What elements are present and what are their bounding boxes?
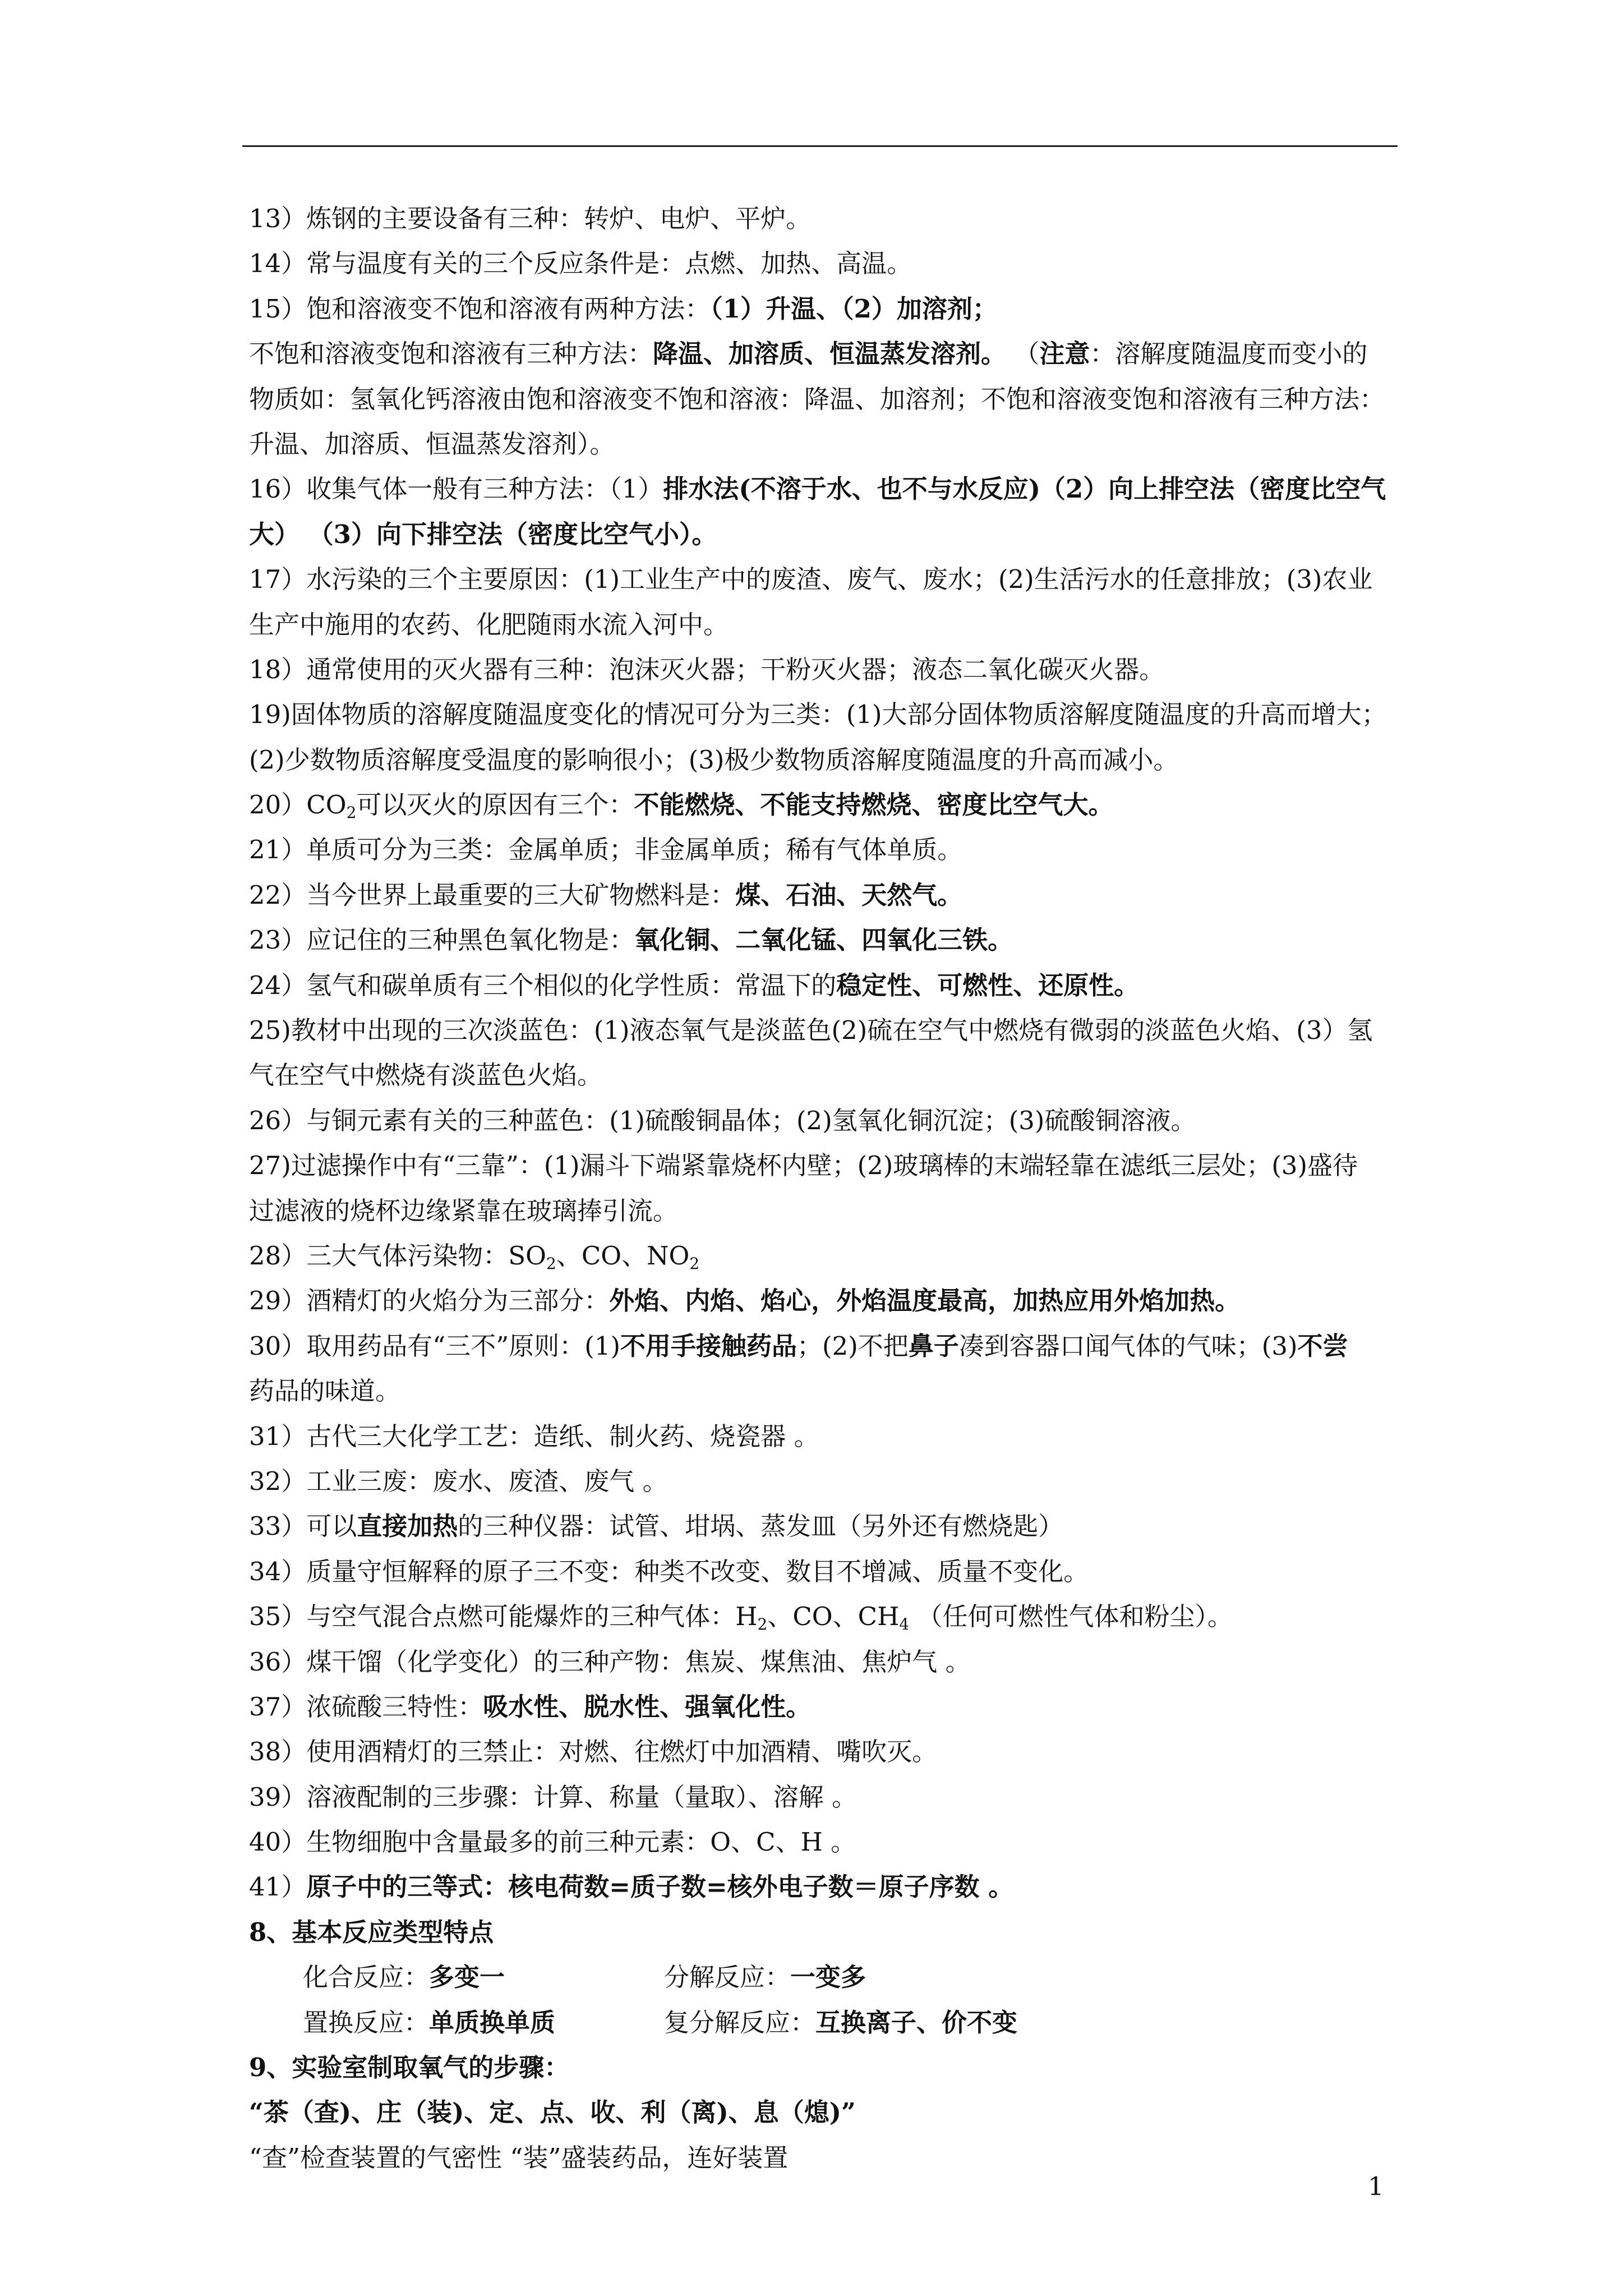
bold-text: 不用手接触药品 [620, 1331, 797, 1361]
reaction-value: 单质换单质 [429, 2007, 556, 2037]
subscript: 2 [546, 1254, 556, 1273]
item-41 [249, 1865, 1539, 1910]
item-23 [249, 918, 1539, 963]
step-description [249, 2136, 1539, 2180]
bold-text: 大） （3）向下排空法（密度比空气小）。 [249, 519, 717, 549]
item-39 [249, 1775, 1539, 1820]
item-text: ：溶解度随温度而变小的 [1090, 339, 1368, 369]
item-text: 不饱和溶液变饱和溶液有三种方法： [249, 339, 653, 369]
item-text: 13）炼钢的主要设备有三种：转炉、电炉、平炉。 [249, 204, 811, 233]
bold-text: 排水法(不溶于水、也不与水反应)（2）向上排空法（密度比空气 [663, 474, 1386, 504]
mnemonic-text: “茶（查)、庄（装)、定、点、收、利（离)、息（熄)” [249, 2097, 856, 2128]
item-text: 16）收集气体一般有三种方法：（1） [249, 474, 663, 504]
item-text: 28）三大气体污染物：SO [249, 1240, 546, 1271]
item-15-cont [249, 332, 1539, 376]
item-34 [249, 1549, 1539, 1594]
item-text: 15）饱和溶液变不饱和溶液有两种方法： [249, 293, 711, 324]
item-text: 34）质量守恒解释的原子三不变：种类不改变、数目不增减、质量不变化。 [249, 1556, 1089, 1586]
bold-text: 稳定性、可燃性、还原性。 [836, 970, 1140, 1000]
item-text: 药品的味道。 [249, 1376, 401, 1406]
bold-text: 鼻子 [908, 1331, 959, 1361]
item-text: 37）浓硫酸三特性： [249, 1691, 483, 1722]
item-text: “查”检查装置的气密性 “装”盛装药品，连好装置 [249, 2142, 789, 2173]
item-text: 凑到容器口闻气体的气味；(3) [958, 1331, 1298, 1361]
item-20 [249, 783, 1539, 827]
reaction-label: 复分解反应： [664, 2007, 816, 2037]
reaction-row [249, 1955, 1539, 2000]
reaction-label: 置换反应： [303, 2007, 430, 2037]
item-30 [249, 1324, 1539, 1369]
item-30-cont [249, 1369, 1539, 1414]
bold-text: 氧化铜、二氧化锰、四氧化三铁。 [634, 925, 1013, 955]
bold-text: 不能燃烧、不能支持燃烧、密度比空气大。 [634, 790, 1114, 820]
item-18 [249, 647, 1539, 692]
item-38 [249, 1729, 1539, 1774]
item-13 [249, 196, 1539, 241]
item-text: 40）生物细胞中含量最多的前三种元素：O、C、H 。 [249, 1827, 856, 1857]
bold-text: （1）升温、（2）加溶剂； [710, 293, 998, 324]
item-text: 的三种仪器：试管、坩埚、蒸发皿（另外还有燃烧匙） [458, 1511, 1064, 1542]
item-text: 23）应记住的三种黑色氧化物是： [249, 925, 635, 955]
item-17-cont [249, 602, 1539, 647]
item-text: 29）酒精灯的火焰分为三部分： [249, 1286, 610, 1316]
item-text: 27)过滤操作中有“三靠”：(1)漏斗下端紧靠烧杯内壁；(2)玻璃棒的末端轻靠在滤纸三层处；(3)盛待 [249, 1151, 1358, 1181]
item-text: 19)固体物质的溶解度随温度变化的情况可分为三类：(1)大部分固体物质溶解度随温度的升高而增大； [249, 700, 1387, 730]
item-35 [249, 1594, 1539, 1639]
mnemonic-line [249, 2090, 1539, 2135]
item-24 [249, 963, 1539, 1008]
item-text: 18）通常使用的灭火器有三种：泡沫灭火器；干粉灭火器；液态二氧化碳灭火器。 [249, 654, 1165, 684]
item-14 [249, 241, 1539, 286]
item-text: 物质如：氢氧化钙溶液由饱和溶液变不饱和溶液：降温、加溶剂；不饱和溶液变饱和溶液有三种方法： [249, 384, 1385, 414]
page-content [249, 196, 1539, 2180]
reaction-value: 一变多 [790, 1962, 866, 1993]
item-21 [249, 827, 1539, 872]
item-15-cont [249, 377, 1539, 422]
item-text: 气在空气中燃烧有淡蓝色火焰。 [249, 1060, 603, 1091]
item-text: 、CO、NO [556, 1240, 690, 1271]
bold-text: 注意 [1039, 339, 1090, 369]
item-text: 35）与空气混合点燃可能爆炸的三种气体：H [249, 1602, 758, 1632]
reaction-label: 分解反应： [664, 1962, 791, 1993]
item-33 [249, 1504, 1539, 1549]
item-29 [249, 1278, 1539, 1323]
item-27 [249, 1143, 1539, 1188]
item-text: 21）单质可分为三类：金属单质；非金属单质；稀有气体单质。 [249, 835, 963, 865]
item-15-cont [249, 422, 1539, 467]
item-text: 31）古代三大化学工艺：造纸、制火药、烧瓷器 。 [249, 1421, 819, 1451]
item-17 [249, 557, 1539, 602]
reaction-row [249, 2000, 1539, 2045]
item-22 [249, 873, 1539, 918]
item-text: 生产中施用的农药、化肥随雨水流入河中。 [249, 609, 729, 639]
item-28 [249, 1234, 1539, 1278]
section-heading-9 [249, 2045, 1539, 2090]
reaction-value: 互换离子、价不变 [815, 2007, 1018, 2037]
item-16 [249, 467, 1539, 512]
item-25 [249, 1008, 1539, 1053]
bold-text: 直接加热 [357, 1511, 458, 1542]
item-text: (2)少数物质溶解度受温度的影响很小；(3)极少数物质溶解度随温度的升高而减小。 [249, 744, 1179, 775]
bold-text: 原子中的三等式：核电荷数=质子数=核外电子数＝原子序数 。 [306, 1872, 1014, 1902]
item-text: 30）取用药品有“三不”原则：(1) [249, 1331, 621, 1361]
item-text: 25)教材中出现的三次淡蓝色：(1)液态氧气是淡蓝色(2)硫在空气中燃烧有微弱的淡蓝色火焰、(3）氢 [249, 1015, 1373, 1046]
item-text: 38）使用酒精灯的三禁止：对燃、往燃灯中加酒精、嘴吹灭。 [249, 1737, 938, 1767]
bold-text: 外焰、内焰、焰心，外焰温度最高，加热应用外焰加热。 [609, 1286, 1241, 1316]
subscript: 2 [689, 1254, 700, 1273]
item-40 [249, 1820, 1539, 1865]
item-text: 过滤液的烧杯边缘紧靠在玻璃捧引流。 [249, 1195, 679, 1226]
item-text: 24）氢气和碳单质有三个相似的化学性质：常温下的 [249, 970, 837, 1000]
item-25-cont [249, 1053, 1539, 1098]
item-text: 33）可以 [249, 1511, 357, 1542]
reaction-value: 多变一 [429, 1962, 505, 1993]
item-text: 20）CO [249, 790, 347, 820]
item-text: 升温、加溶质、恒温蒸发溶剂）。 [249, 429, 615, 459]
item-text: （ [1006, 339, 1040, 369]
subscript: 2 [346, 803, 357, 822]
item-15 [249, 287, 1539, 332]
item-32 [249, 1459, 1539, 1504]
item-text: 14）常与温度有关的三个反应条件是：点燃、加热、高温。 [249, 249, 912, 279]
item-text: 32）工业三废：废水、废渣、废气 。 [249, 1466, 668, 1496]
item-text: 17）水污染的三个主要原因：(1)工业生产中的废渣、废气、废水；(2)生活污水的任意排放；(3)农业 [249, 564, 1373, 595]
heading-text: 8、基本反应类型特点 [249, 1917, 494, 1947]
item-text: 可以灭火的原因有三个： [356, 790, 634, 820]
bold-text: 不尝 [1297, 1331, 1348, 1361]
section-heading-8 [249, 1910, 1539, 1955]
item-text: ；(2)不把 [797, 1331, 909, 1361]
item-26 [249, 1098, 1539, 1143]
item-text: 36）煤干馏（化学变化）的三种产物：焦炭、煤焦油、焦炉气 。 [249, 1646, 971, 1677]
item-text: 41） [249, 1872, 307, 1902]
item-16-cont [249, 512, 1539, 557]
item-36 [249, 1640, 1539, 1685]
reaction-col2 [664, 1955, 866, 2000]
subscript: 4 [899, 1615, 910, 1634]
item-37 [249, 1685, 1539, 1729]
page-number: 1 [1368, 2171, 1384, 2201]
subscript: 2 [757, 1615, 768, 1634]
item-27-cont [249, 1189, 1539, 1234]
item-text: 39）溶液配制的三步骤：计算、称量（量取）、溶解 。 [249, 1782, 857, 1812]
bold-text: 降温、加溶质、恒温蒸发溶剂。 [653, 339, 1007, 369]
header-rule [242, 145, 1398, 147]
bold-text: 吸水性、脱水性、强氧化性。 [483, 1691, 811, 1722]
reaction-label: 化合反应： [303, 1962, 430, 1993]
heading-text: 9、实验室制取氧气的步骤： [249, 2053, 570, 2083]
bold-text: 煤、石油、天然气。 [735, 880, 963, 910]
item-19 [249, 692, 1539, 737]
item-31 [249, 1414, 1539, 1459]
reaction-col2 [664, 2000, 1017, 2045]
item-19-cont [249, 738, 1539, 783]
item-text: 26）与铜元素有关的三种蓝色：(1)硫酸铜晶体；(2)氢氧化铜沉淀；(3)硫酸铜溶液。 [249, 1105, 1196, 1135]
item-text: （任何可燃性气体和粉尘）。 [909, 1602, 1233, 1632]
item-text: 、CO、CH [767, 1602, 900, 1632]
item-text: 22）当今世界上最重要的三大矿物燃料是： [249, 880, 736, 910]
